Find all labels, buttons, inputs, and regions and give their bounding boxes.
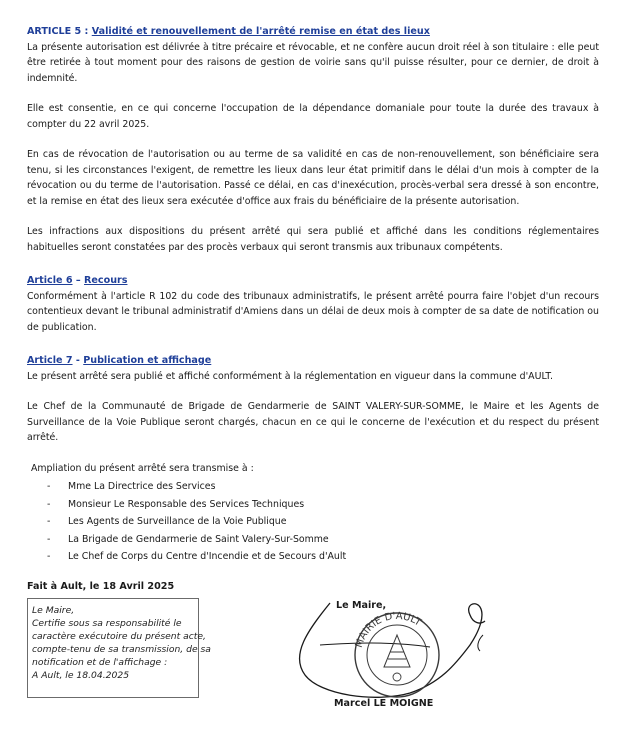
article-7-label: Article 7 xyxy=(27,355,73,366)
article-7-paragraph-1: Le présent arrêté sera publié et affiché conformément à la réglementation en vigueur dans la commune d'AULT. xyxy=(27,370,553,382)
article-6-separator: – xyxy=(72,275,85,286)
article-5-paragraph-1: La présente autorisation est délivrée à titre précaire et révocable, et ne confère aucun droit réel à son titulaire : elle peut être retirée à tout moment pour des raisons de gestion de voirie sans qu'il puisse résulter, pour ce dernier, de droit à indemnité. xyxy=(27,41,599,84)
list-item: - La Brigade de Gendarmerie de Saint Valery-Sur-Somme xyxy=(27,531,599,549)
article-5-paragraph-3: En cas de révocation de l'autorisation ou au terme de sa validité en cas de non-renouvellement, son bénéficiaire sera tenu, si les circonstances l'exigent, de remettre les lieux dans leur état primitif dans le délai d'un mois à compter de la révocation ou du terme de l'autorisation. Passé ce délai, en cas d'inexécution, procès-verbal sera dressé à son encontre, et la remise en état des lieux sera exécutée d'office aux frais du bénéficiaire de la présente autorisation. xyxy=(27,149,599,207)
article-6-label: Article 6 xyxy=(27,275,73,286)
ampliation-intro: Ampliation du présent arrêté sera transmise à : xyxy=(31,462,254,474)
article-7-separator: - xyxy=(72,355,84,366)
article-7-title: Publication et affichage xyxy=(83,355,212,366)
article-5-paragraph-4: Les infractions aux dispositions du présent arrêté qui sera publié et affiché dans les conditions réglementaires habituelles seront constatées par des procès verbaux qui seront transmis aux tribunaux compétents. xyxy=(27,226,599,253)
certification-box xyxy=(27,598,211,698)
list-item: - Le Chef de Corps du Centre d'Incendie et de Secours d'Ault xyxy=(27,548,599,566)
article-6-paragraph: Conformément à l'article R 102 du code des tribunaux administratifs, le présent arrêté pourra faire l'objet d'un recours contentieux devant le tribunal administratif d'Amiens dans un délai de deux mois à compter de sa date de notification ou de publication. xyxy=(27,290,599,333)
article-7-heading xyxy=(27,353,599,369)
certification-line: caractère exécutoire du présent acte, xyxy=(32,631,206,643)
article-7-paragraph-2: Le Chef de la Communauté de Brigade de Gendarmerie de SAINT VALERY-SUR-SOMME, le Maire et les Agents de Surveillance de la Voie Publique seront chargés, chacun en ce qui le concerne de l'exécution et du respect du présent arrêté. xyxy=(27,401,599,443)
certification-line: A Ault, le 18.04.2025 xyxy=(32,670,130,682)
article-5-paragraph-2: Elle est consentie, en ce qui concerne l'occupation de la dépendance domaniale pour toute la durée des travaux à compter du 22 avril 2025. xyxy=(27,103,599,130)
article-5-heading xyxy=(27,24,599,40)
list-item: - Les Agents de Surveillance de la Voie Publique xyxy=(27,513,599,531)
signatory-title: Le Maire, xyxy=(336,600,387,611)
list-item: - Mme La Directrice des Services xyxy=(27,478,599,496)
certification-line: compte-tenu de sa transmission, de sa xyxy=(32,644,211,656)
document-body xyxy=(27,24,599,566)
article-6-title: Recours xyxy=(84,275,128,286)
article-5-title: Validité et renouvellement de l'arrêté remise en état des lieux xyxy=(91,26,430,37)
article-6-heading xyxy=(27,273,599,289)
place-date: Fait à Ault, le 18 Avril 2025 xyxy=(27,581,175,592)
town-hall-seal xyxy=(352,607,442,702)
ampliation-list xyxy=(27,478,599,566)
stamp-text: MAIRIE D'AULT xyxy=(353,610,423,650)
signatory-name: Marcel LE MOIGNE xyxy=(334,698,434,709)
certification-line: Le Maire, xyxy=(32,605,75,616)
list-item: - Monsieur Le Responsable des Services Techniques xyxy=(27,496,599,514)
article-5-label: ARTICLE 5 : xyxy=(27,26,89,37)
certification-line: Certifie sous sa responsabilité le xyxy=(32,618,182,630)
certification-line: notification et de l'affichage : xyxy=(32,657,168,669)
